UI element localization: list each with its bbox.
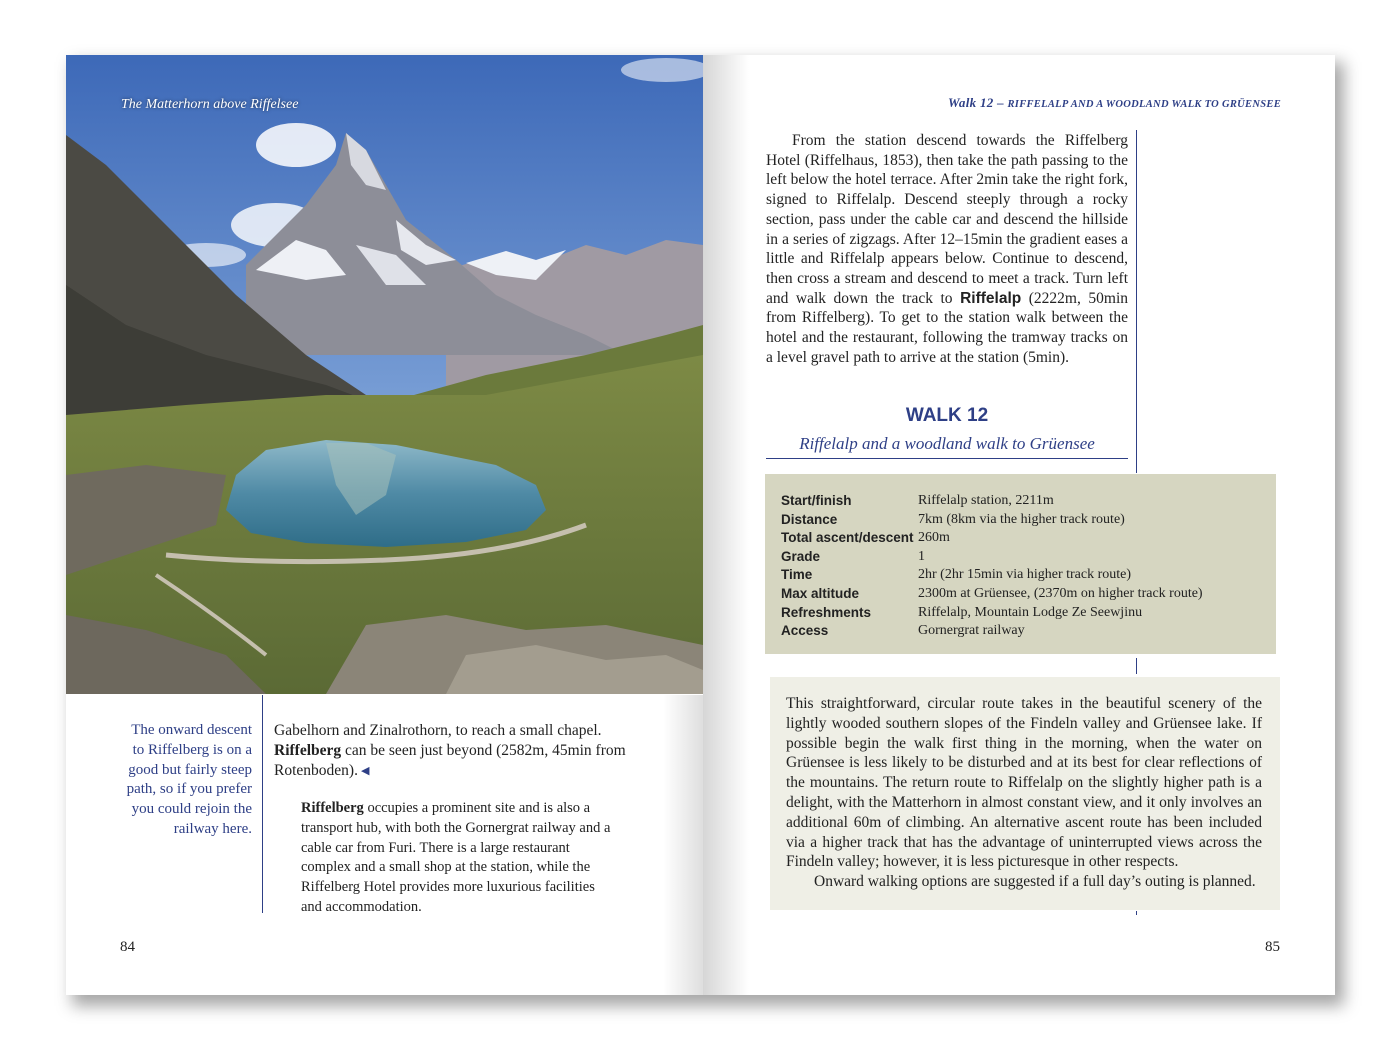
info-value: 7km (8km via the higher track route) <box>918 511 1125 527</box>
left-body-text <box>274 721 644 918</box>
info-row <box>781 492 1276 511</box>
margin-note: The onward descent to Riffelberg is on a good but fairly steep path, so if you prefer you could rejoin the railway here. <box>126 722 252 837</box>
summary-paragraph-2: Onward walking options are suggested if a full day’s outing is planned. <box>814 873 1256 891</box>
gutter-shading-right <box>703 55 749 995</box>
left-page <box>66 55 703 995</box>
info-label: Grade <box>781 548 821 564</box>
intro-after: (2222m, 50min from Riffelberg). To get to the station walk between the hotel and the restaurant, following the tramway tracks on a level gravel path to arrive at the station (5min). <box>766 289 1128 366</box>
info-value: 1 <box>918 548 925 564</box>
info-row <box>781 511 1276 530</box>
right-page <box>703 55 1335 995</box>
photo-caption: The Matterhorn above Riffelsee <box>121 97 299 112</box>
walk-summary-box <box>770 677 1280 910</box>
indented-bold-place: Riffelberg <box>301 800 364 816</box>
running-head-title: RIFFELALP AND A WOODLAND WALK TO GRÜENSEE <box>1007 99 1281 110</box>
column-rule-top <box>1136 130 1137 473</box>
title-underline <box>766 458 1128 459</box>
summary-paragraph: This straightforward, circular route takes in the beautiful scenery of the lightly wooded southern slopes of the Findeln valley and Grüensee lake. If possible begin the walk first thing in the morning, when the water on Grüensee is less likely to be disturbed and at its best for clear reflections of the mountains. The return route to Riffelalp on the slightly higher path is a delight, with the Matterhorn in almost constant view, and it only involves an additional 60m of climbing. An alternative ascent route has been included via a higher track that has the advantage of uninterrupted views across the Findeln valley; however, it is less picturesque in other respects. <box>786 695 1262 871</box>
route-description <box>766 131 1128 367</box>
column-rule-mid <box>1136 658 1137 674</box>
info-value: 2300m at Grüensee, (2370m on higher track route) <box>918 585 1203 601</box>
info-label: Start/finish <box>781 493 852 508</box>
info-row <box>781 548 1276 567</box>
left-paragraph <box>274 721 644 781</box>
route-paragraph <box>766 131 1128 367</box>
info-label: Refreshments <box>781 604 872 620</box>
info-label: Total ascent/descent <box>781 530 914 546</box>
info-row <box>781 566 1276 585</box>
page-number-right: 85 <box>1265 939 1280 955</box>
walk-subtitle: Riffelalp and a woodland walk to Grüensee <box>799 434 1095 453</box>
info-value: Riffelalp, Mountain Lodge Ze Seewjinu <box>918 604 1143 620</box>
info-row <box>781 585 1276 604</box>
body-rest: can be seen just beyond (2582m, 45min from Rotenboden). <box>274 742 626 779</box>
info-row <box>781 604 1276 623</box>
walk-title: WALK 12 <box>905 405 989 426</box>
info-label: Time <box>781 567 813 583</box>
indented-rest: occupies a prominent site and is also a transport hub, with both the Gornergrat railway and a cable car from Furi. There is a large restaurant complex and a small shop at the station, while the Riffelberg Hotel provides more luxurious facilities and accommodation. <box>301 800 611 915</box>
running-head-walk: Walk 12 <box>948 95 994 110</box>
body-intro: Gabelhorn and Zinalrothorn, to reach a small chapel. <box>274 722 602 739</box>
info-value: 260m <box>918 530 950 546</box>
info-value: Riffelalp station, 2211m <box>918 493 1054 508</box>
info-label: Distance <box>781 511 838 527</box>
matterhorn-photo <box>66 55 703 694</box>
info-label: Access <box>781 623 829 639</box>
gutter-shading <box>663 695 703 995</box>
triangle-left-icon: ◀ <box>360 765 370 777</box>
running-head-dash: – <box>993 95 1008 110</box>
running-head <box>948 95 1281 111</box>
walk-info-box <box>765 474 1276 654</box>
body-bold-place: Riffelberg <box>274 742 342 759</box>
column-rule-bottom <box>1136 911 1137 915</box>
page-number-left: 84 <box>120 939 135 955</box>
info-row <box>781 529 1276 548</box>
intro-before: From the station descend towards the Riffelberg Hotel (Riffelhaus, 1853), then take the path passing to the left below the hotel terrace. After 2min take the right fork, signed to Riffelalp. Descend steeply through a rocky section, pass under the cable car and descend the hillside in a series of zigzags. After 12–15min the gradient eases a little and Riffelalp appears below. Continue to descend, then cross a stream and descend to meet a track. Turn left and walk down the track to <box>766 132 1128 307</box>
info-label: Max altitude <box>781 585 860 601</box>
intro-bold-place: Riffelalp <box>960 289 1022 307</box>
info-row <box>781 622 1276 641</box>
info-value: 2hr (2hr 15min via higher track route) <box>918 567 1132 583</box>
column-rule <box>262 695 263 913</box>
info-value: Gornergrat railway <box>918 623 1025 639</box>
indented-paragraph <box>301 799 619 918</box>
